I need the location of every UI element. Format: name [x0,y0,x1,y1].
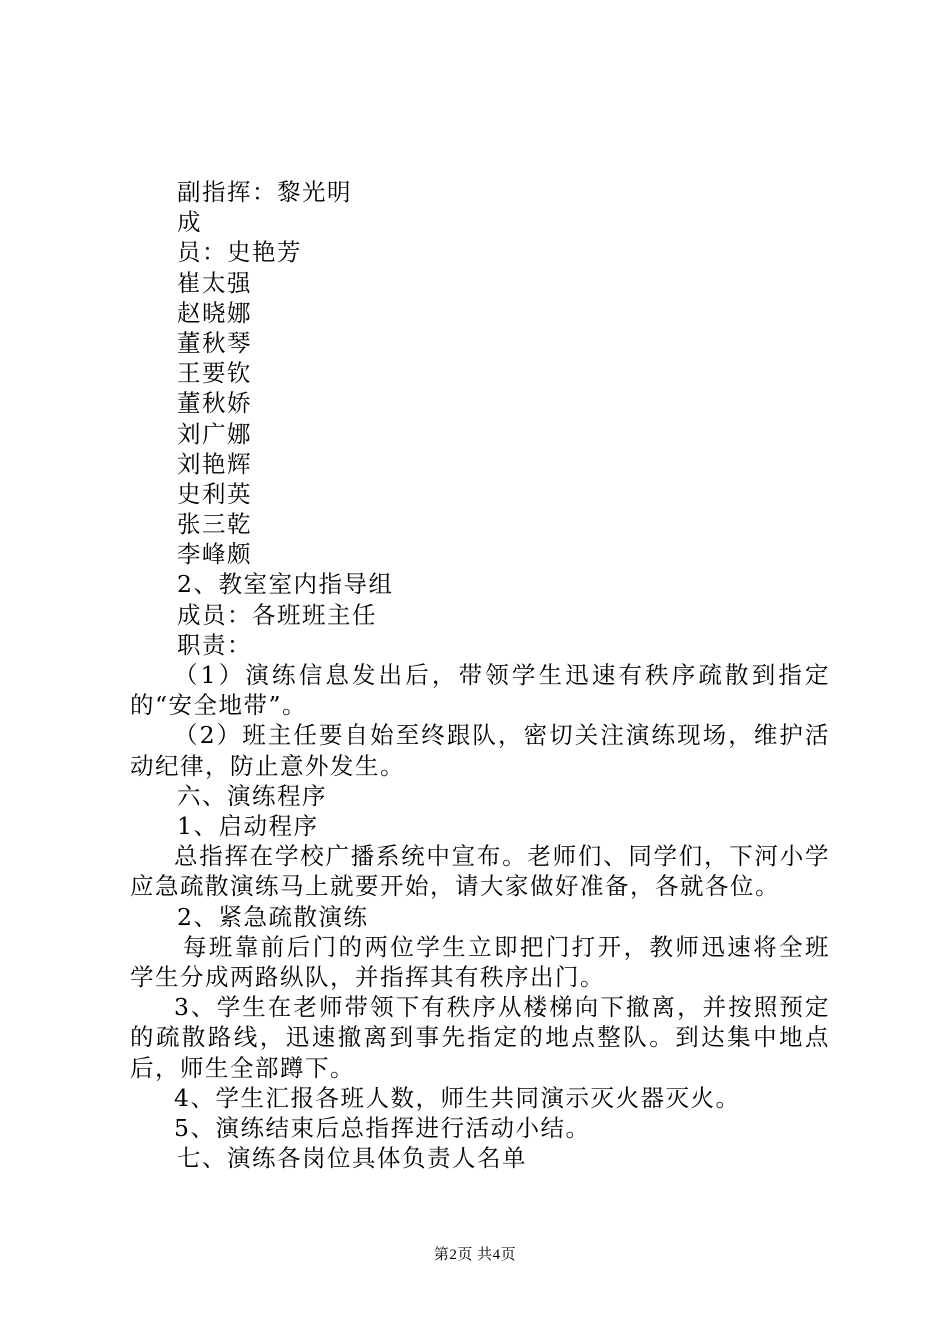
page-number-footer: 第2页 共4页 [433,1247,517,1263]
document-body [130,177,830,1173]
group-heading: 2、教室室内指导组 [177,570,394,599]
group-members-line: 成员：各班班主任 [177,600,377,629]
member-name: 王要钦 [177,359,252,388]
step-heading-2: 2、紧急疏散演练 [177,902,369,931]
step-paragraph-4: 4、学生汇报各班人数，师生共同演示灭火器灭火。 [174,1083,741,1112]
section-heading-7: 七、演练各岗位具体负责人名单 [177,1144,527,1173]
step-heading-1: 1、启动程序 [177,812,319,840]
member-name: 崔太强 [177,268,252,297]
member-name: 董秋琴 [177,328,252,357]
member-name: 张三乾 [177,510,252,539]
member-name: 刘广娜 [177,419,252,448]
duties-label: 职责： [177,630,252,659]
member-name: 史利英 [177,479,252,508]
step-paragraph-2: 每班靠前后门的两位学生立即把门打开，教师迅速将全班学生分成两路纵队，并指挥其有秩序出门。 [130,932,830,991]
member-name: 董秋娇 [177,389,252,418]
member-name: 李峰颇 [177,540,252,569]
member-line: 员：史艳芳 [177,238,302,267]
step-paragraph-5: 5、演练结束后总指挥进行活动小结。 [174,1114,591,1142]
member-name: 刘艳辉 [177,449,252,478]
duty-paragraph-1: （1）演练信息发出后，带领学生迅速有秩序疏散到指定的“安全地带”。 [130,661,830,720]
step-paragraph-1: 总指挥在学校广播系统中宣布。老师们、同学们，下河小学应急疏散演练马上就要开始，请大家做好准备，各就各位。 [130,842,830,901]
member-label-line: 成 [177,208,202,237]
duty-paragraph-2: （2）班主任要自始至终跟队，密切关注演练现场，维护活动纪律，防止意外发生。 [130,721,830,780]
section-heading-6: 六、演练程序 [177,781,327,810]
deputy-commander-line: 副指挥：黎光明 [177,178,352,206]
step-paragraph-3: 3、学生在老师带领下有秩序从楼梯向下撤离，并按照预定的疏散路线，迅速撤离到事先指定的地点整队。到达集中地点后，师生全部蹲下。 [130,993,830,1082]
member-name: 赵晓娜 [177,298,252,327]
